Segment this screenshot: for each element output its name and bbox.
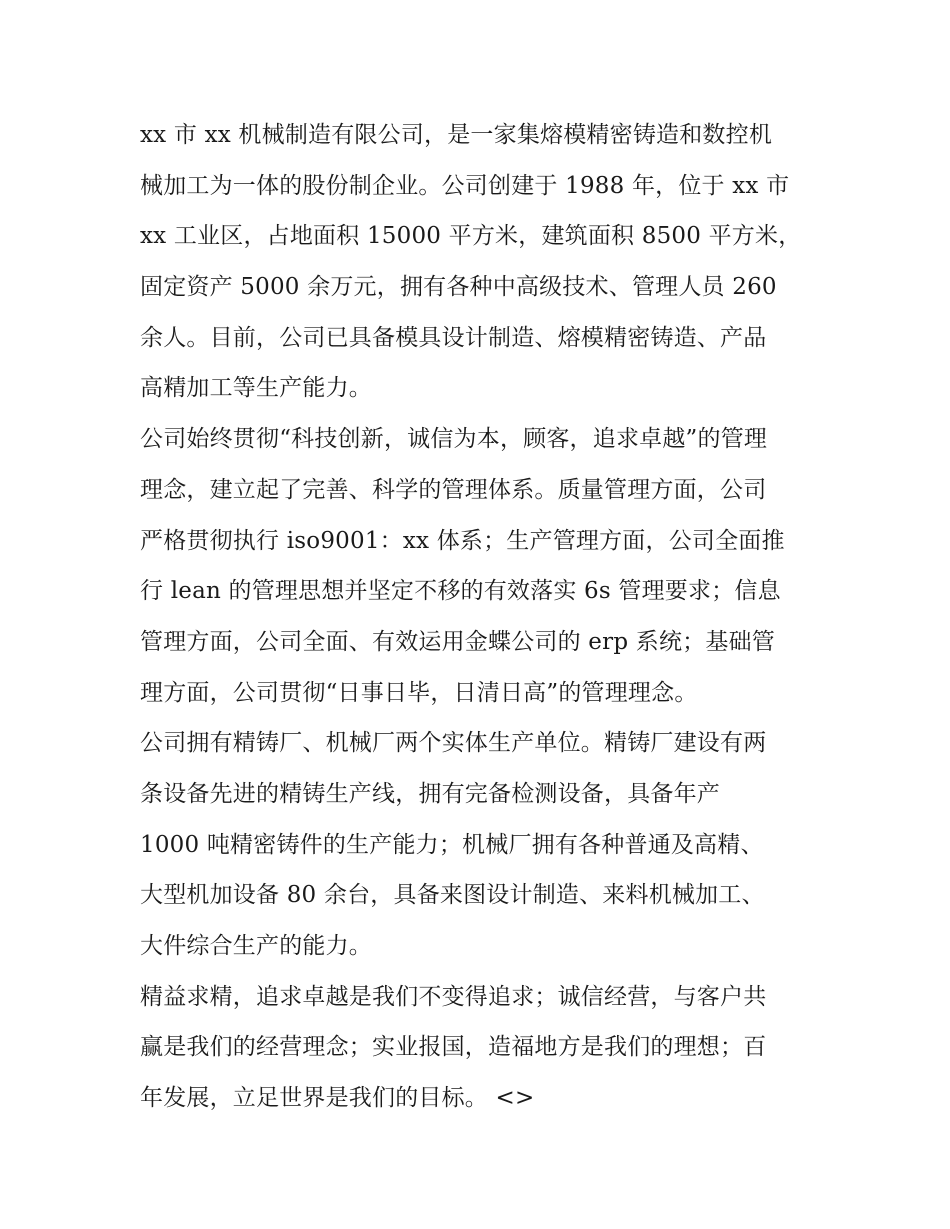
document-body [140, 110, 820, 1124]
text-line: 1000 吨精密铸件的生产能力；机械厂拥有各种普通及高精、 [140, 831, 764, 858]
text-line: 高精加工等生产能力。 [140, 375, 372, 402]
text-line: 公司始终贯彻“科技创新，诚信为本，顾客，追求卓越”的管理 [140, 426, 768, 453]
text-line: 理方面，公司贯彻“日事日毕，日清日高”的管理理念。 [140, 679, 698, 706]
text-line: 大型机加设备 80 余台，具备来图设计制造、来料机械加工、 [140, 882, 765, 909]
text-line: 理念，建立起了完善、科学的管理体系。质量管理方面，公司 [140, 476, 767, 503]
text-line: 大件综合生产的能力。 [140, 933, 372, 959]
text-line: 械加工为一体的股份制企业。公司创建于 1988 年，位于 xx 市 [140, 172, 790, 199]
paragraph-company-overview [140, 110, 820, 414]
text-line: 固定资产 5000 余万元，拥有各种中高级技术、管理人员 260 [140, 274, 777, 301]
text-line: 公司拥有精铸厂、机械厂两个实体生产单位。精铸厂建设有两 [140, 730, 767, 757]
text-line: 年发展，立足世界是我们的目标。 <> [140, 1085, 535, 1112]
text-line: 赢是我们的经营理念；实业报国，造福地方是我们的理想；百 [140, 1034, 767, 1061]
text-line: xx 市 xx 机械制造有限公司，是一家集熔模精密铸造和数控机 [140, 122, 773, 148]
paragraph-company-values [140, 972, 820, 1124]
text-line: xx 工业区，占地面积 15000 平方米，建筑面积 8500 平方米， [140, 223, 802, 250]
text-line: 管理方面，公司全面、有效运用金蝶公司的 erp 系统；基础管 [140, 628, 775, 655]
text-line: 严格贯彻执行 iso9001：xx 体系；生产管理方面，公司全面推 [140, 527, 785, 554]
text-line: 行 lean 的管理思想并坚定不移的有效落实 6s 管理要求；信息 [140, 578, 781, 605]
paragraph-management-philosophy [140, 414, 820, 718]
text-line: 条设备先进的精铸生产线，拥有完备检测设备，具备年产 [140, 780, 720, 807]
text-line: 精益求精，追求卓越是我们不变得追求；诚信经营，与客户共 [140, 983, 767, 1010]
text-line: 余人。目前，公司已具备模具设计制造、熔模精密铸造、产品 [140, 324, 767, 351]
paragraph-production-units [140, 718, 820, 971]
